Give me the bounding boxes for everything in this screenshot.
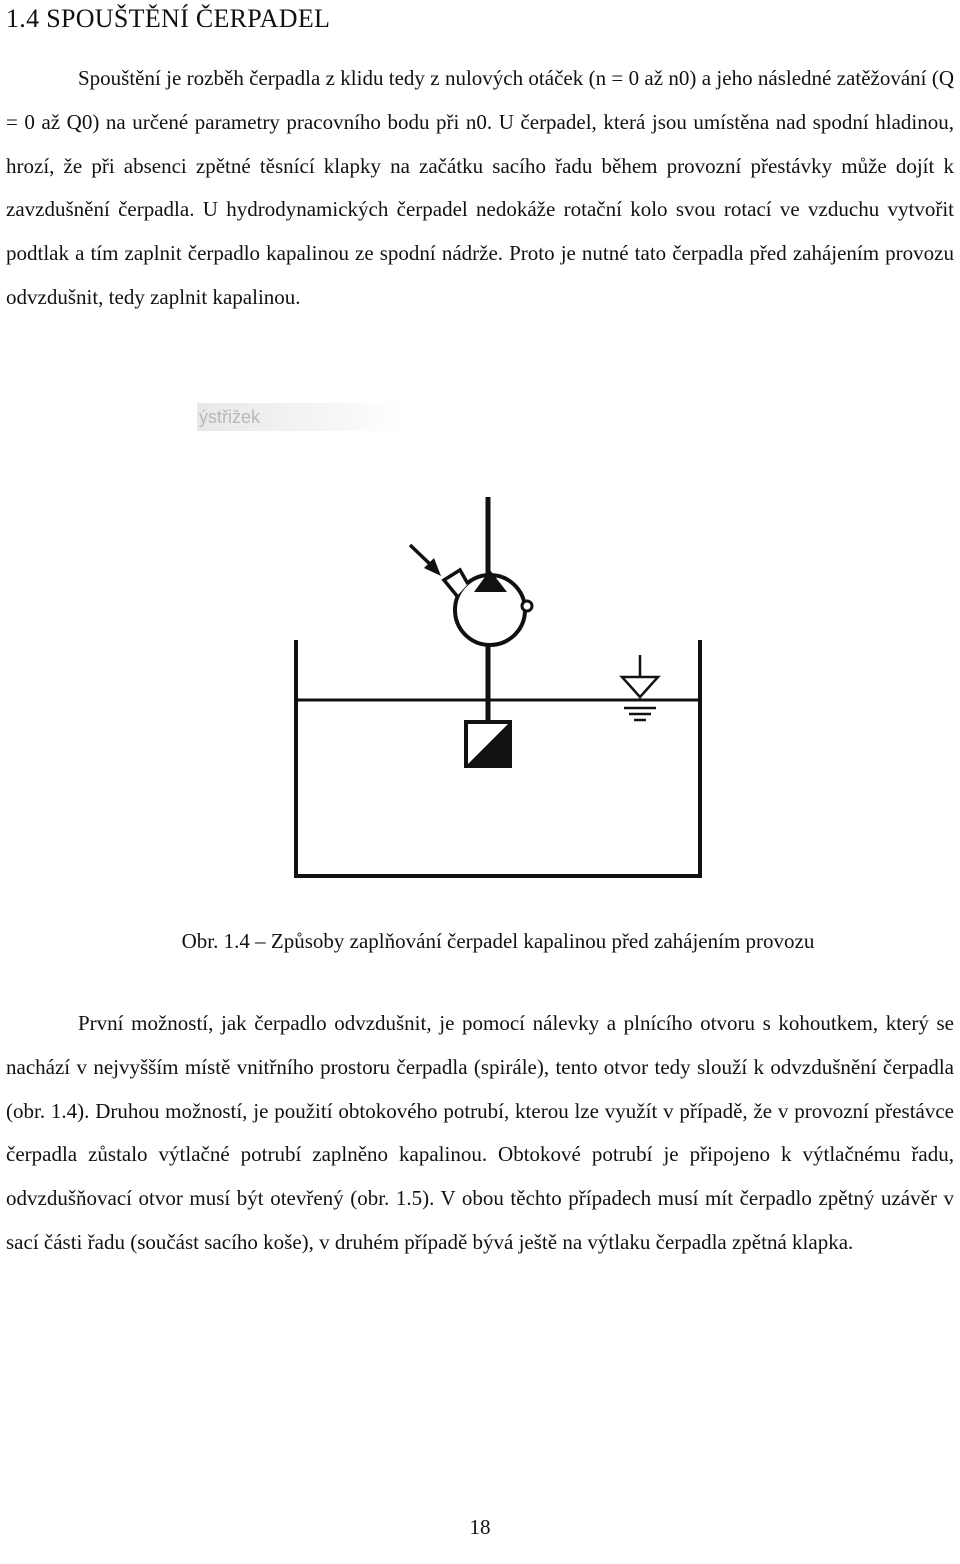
page-number: 18 <box>469 1515 491 1539</box>
paragraph-intro <box>6 57 954 320</box>
pump-priming-diagram <box>0 480 960 880</box>
level-symbol-triangle <box>622 677 658 697</box>
figure-caption <box>0 924 960 958</box>
filling-arrow-shaft <box>410 545 432 566</box>
paragraph-priming-methods-text: První možností, jak čerpadlo odvzdušnit, je pomocí nálevky a plnícího otvoru s kohoutkem, který se nachází v nejvyšším místě vnitřního prostoru čerpadla (spirále), tento otvor tedy slouží k odvzdušnění čerpadla (obr. 1.4). Druhou možností, je použití obtokového potrubí, kterou lze využít v případě, že v provozní přestávce čerpadla zůstalo výtlačné potrubí zaplněno kapalinou. Obtokové potrubí je připojeno k výtlačnému řadu, odvzdušňovací otvor musí být otevřený (obr. 1.5). V obou těchto případech musí mít čerpadlo zpětný uzávěr v sací části řadu (součást sacího koše), v druhém případě bývá ještě na výtlaku čerpadla zpětná klapka. <box>6 1011 954 1254</box>
figure-caption-text: Obr. 1.4 – Způsoby zaplňování čerpadel kapalinou před zahájením provozu <box>181 929 815 953</box>
paragraph-intro-text: Spouštění je rozběh čerpadla z klidu tedy z nulových otáček (n = 0 až n0) a jeho následné zatěžování (Q = 0 až Q0) na určené parametry pracovního bodu při n0. U čerpadel, která jsou umístěna nad spodní hladinou, hrozí, že při absenci zpětné těsnící klapky na začátku sacího řadu během provozní přestávky může dojít k zavzdušnění čerpadla. U hydrodynamických čerpadel nedokáže rotační kolo svou rotací ve vzduchu vytvořit podtlak a tím zaplnit čerpadlo kapalinou ze spodní nádrže. Proto je nutné tato čerpadla před zahájením provozu odvzdušnit, tedy zaplnit kapalinou. <box>6 66 954 309</box>
section-heading: 1.4 SPOUŠTĚNÍ ČERPADEL <box>6 4 331 33</box>
figure-clip-label: ýstřižek <box>197 403 403 431</box>
pump-nub <box>522 601 532 611</box>
paragraph-priming-methods <box>6 1002 954 1265</box>
